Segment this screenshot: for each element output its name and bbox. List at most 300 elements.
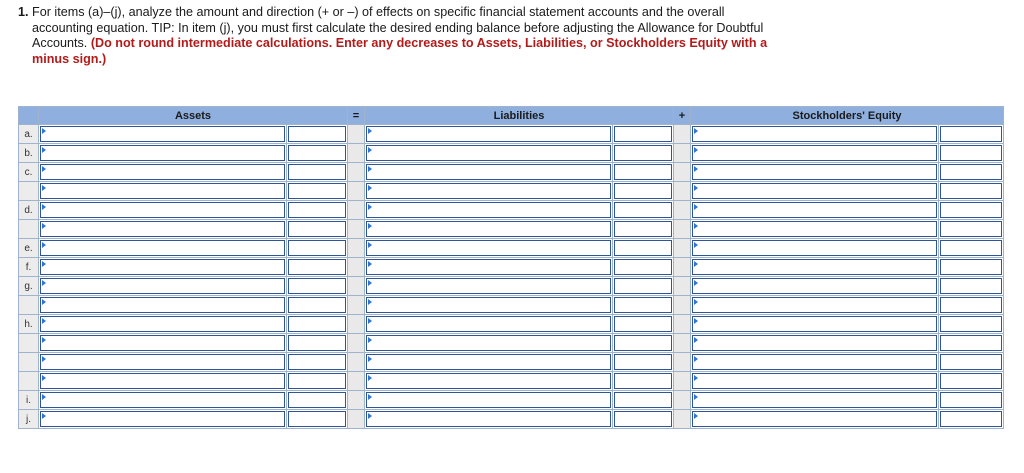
liabilities-amount-cell bbox=[613, 163, 674, 182]
assets-account-dropdown[interactable] bbox=[40, 411, 285, 427]
dropdown-marker-icon bbox=[694, 394, 698, 400]
equity-account-dropdown[interactable] bbox=[692, 259, 937, 275]
assets-amount-cell bbox=[287, 277, 348, 296]
operator-spacer bbox=[674, 353, 691, 372]
assets-amount-cell bbox=[287, 125, 348, 144]
equity-account-dropdown[interactable] bbox=[692, 183, 937, 199]
operator-spacer bbox=[348, 220, 365, 239]
table-row bbox=[19, 258, 1004, 277]
row-label: g. bbox=[19, 277, 39, 296]
instruction-note-end: minus sign.) bbox=[32, 51, 107, 66]
liabilities-account-dropdown[interactable] bbox=[366, 259, 611, 275]
liabilities-account-cell bbox=[365, 410, 613, 429]
operator-spacer bbox=[674, 277, 691, 296]
dropdown-marker-icon bbox=[368, 128, 372, 134]
row-label: c. bbox=[19, 163, 39, 182]
equity-account-cell bbox=[691, 353, 939, 372]
header-stockholders-equity: Stockholders' Equity bbox=[691, 107, 1004, 125]
assets-amount-cell bbox=[287, 163, 348, 182]
assets-account-cell bbox=[39, 353, 287, 372]
row-label: i. bbox=[19, 391, 39, 410]
dropdown-marker-icon bbox=[42, 166, 46, 172]
dropdown-marker-icon bbox=[368, 356, 372, 362]
liabilities-amount-input[interactable] bbox=[614, 145, 672, 161]
question-number: 1. bbox=[18, 5, 29, 19]
equity-account-dropdown[interactable] bbox=[692, 411, 937, 427]
equity-amount-cell bbox=[939, 315, 1004, 334]
liabilities-amount-input[interactable] bbox=[614, 354, 672, 370]
liabilities-account-cell bbox=[365, 315, 613, 334]
dropdown-marker-icon bbox=[368, 223, 372, 229]
operator-spacer bbox=[674, 372, 691, 391]
equity-amount-cell bbox=[939, 163, 1004, 182]
liabilities-account-dropdown[interactable] bbox=[366, 316, 611, 332]
equity-amount-input[interactable] bbox=[940, 202, 1002, 218]
liabilities-account-dropdown[interactable] bbox=[366, 202, 611, 218]
liabilities-account-cell bbox=[365, 372, 613, 391]
liabilities-amount-cell bbox=[613, 410, 674, 429]
assets-amount-cell bbox=[287, 410, 348, 429]
liabilities-amount-input[interactable] bbox=[614, 411, 672, 427]
assets-account-cell bbox=[39, 220, 287, 239]
assets-amount-input[interactable] bbox=[288, 392, 346, 408]
dropdown-marker-icon bbox=[368, 166, 372, 172]
equity-amount-input[interactable] bbox=[940, 145, 1002, 161]
dropdown-marker-icon bbox=[368, 413, 372, 419]
liabilities-amount-input[interactable] bbox=[614, 392, 672, 408]
operator-spacer bbox=[348, 258, 365, 277]
assets-account-dropdown[interactable] bbox=[40, 164, 285, 180]
table-row bbox=[19, 315, 1004, 334]
equity-amount-cell bbox=[939, 391, 1004, 410]
assets-amount-input[interactable] bbox=[288, 164, 346, 180]
assets-account-dropdown[interactable] bbox=[40, 278, 285, 294]
equity-account-dropdown[interactable] bbox=[692, 202, 937, 218]
liabilities-amount-input[interactable] bbox=[614, 259, 672, 275]
dropdown-marker-icon bbox=[368, 185, 372, 191]
liabilities-amount-input[interactable] bbox=[614, 164, 672, 180]
table-row bbox=[19, 182, 1004, 201]
liabilities-account-cell bbox=[365, 201, 613, 220]
assets-amount-input[interactable] bbox=[288, 373, 346, 389]
assets-account-dropdown[interactable] bbox=[40, 145, 285, 161]
assets-account-cell bbox=[39, 239, 287, 258]
dropdown-marker-icon bbox=[694, 299, 698, 305]
liabilities-account-dropdown[interactable] bbox=[366, 354, 611, 370]
table-row bbox=[19, 163, 1004, 182]
assets-account-cell bbox=[39, 372, 287, 391]
equity-amount-input[interactable] bbox=[940, 392, 1002, 408]
assets-account-dropdown[interactable] bbox=[40, 126, 285, 142]
header-liabilities: Liabilities bbox=[365, 107, 674, 125]
assets-amount-cell bbox=[287, 391, 348, 410]
dropdown-marker-icon bbox=[42, 147, 46, 153]
row-label bbox=[19, 353, 39, 372]
dropdown-marker-icon bbox=[368, 280, 372, 286]
liabilities-account-cell bbox=[365, 163, 613, 182]
assets-amount-input[interactable] bbox=[288, 240, 346, 256]
liabilities-amount-input[interactable] bbox=[614, 126, 672, 142]
equity-account-cell bbox=[691, 334, 939, 353]
table-row bbox=[19, 334, 1004, 353]
operator-spacer bbox=[674, 182, 691, 201]
liabilities-account-dropdown[interactable] bbox=[366, 373, 611, 389]
liabilities-amount-cell bbox=[613, 201, 674, 220]
assets-account-dropdown[interactable] bbox=[40, 240, 285, 256]
equity-account-dropdown[interactable] bbox=[692, 164, 937, 180]
assets-amount-input[interactable] bbox=[288, 316, 346, 332]
dropdown-marker-icon bbox=[368, 261, 372, 267]
dropdown-marker-icon bbox=[42, 413, 46, 419]
assets-account-dropdown[interactable] bbox=[40, 335, 285, 351]
liabilities-amount-input[interactable] bbox=[614, 297, 672, 313]
equity-amount-input[interactable] bbox=[940, 278, 1002, 294]
liabilities-amount-cell bbox=[613, 353, 674, 372]
operator-spacer bbox=[674, 315, 691, 334]
assets-amount-input[interactable] bbox=[288, 145, 346, 161]
dropdown-marker-icon bbox=[694, 413, 698, 419]
assets-account-dropdown[interactable] bbox=[40, 316, 285, 332]
equity-amount-cell bbox=[939, 125, 1004, 144]
operator-spacer bbox=[674, 144, 691, 163]
liabilities-amount-input[interactable] bbox=[614, 316, 672, 332]
equity-amount-input[interactable] bbox=[940, 126, 1002, 142]
dropdown-marker-icon bbox=[368, 242, 372, 248]
dropdown-marker-icon bbox=[694, 356, 698, 362]
table-row bbox=[19, 201, 1004, 220]
operator-spacer bbox=[348, 201, 365, 220]
equity-amount-cell bbox=[939, 296, 1004, 315]
row-label: j. bbox=[19, 410, 39, 429]
dropdown-marker-icon bbox=[694, 242, 698, 248]
equity-amount-input[interactable] bbox=[940, 221, 1002, 237]
assets-amount-cell bbox=[287, 144, 348, 163]
dropdown-marker-icon bbox=[694, 147, 698, 153]
dropdown-marker-icon bbox=[42, 337, 46, 343]
table-row bbox=[19, 391, 1004, 410]
dropdown-marker-icon bbox=[694, 261, 698, 267]
equity-account-dropdown[interactable] bbox=[692, 145, 937, 161]
row-label: d. bbox=[19, 201, 39, 220]
liabilities-amount-cell bbox=[613, 315, 674, 334]
assets-account-cell bbox=[39, 258, 287, 277]
instruction-note: (Do not round intermediate calculations. Enter any decreases to Assets, Liabilities, or Stockholders Equity with a bbox=[90, 36, 768, 51]
equity-amount-cell bbox=[939, 277, 1004, 296]
equity-amount-cell bbox=[939, 372, 1004, 391]
equity-account-dropdown[interactable] bbox=[692, 240, 937, 256]
table-body bbox=[19, 125, 1004, 429]
equity-account-dropdown[interactable] bbox=[692, 335, 937, 351]
assets-account-cell bbox=[39, 277, 287, 296]
operator-spacer bbox=[348, 334, 365, 353]
equity-account-cell bbox=[691, 277, 939, 296]
operator-spacer bbox=[348, 410, 365, 429]
assets-amount-cell bbox=[287, 182, 348, 201]
assets-amount-input[interactable] bbox=[288, 221, 346, 237]
equity-amount-input[interactable] bbox=[940, 354, 1002, 370]
equity-account-dropdown[interactable] bbox=[692, 392, 937, 408]
equity-account-cell bbox=[691, 258, 939, 277]
operator-spacer bbox=[674, 334, 691, 353]
equity-account-cell bbox=[691, 163, 939, 182]
equity-amount-input[interactable] bbox=[940, 259, 1002, 275]
equity-account-cell bbox=[691, 315, 939, 334]
assets-account-dropdown[interactable] bbox=[40, 297, 285, 313]
table-row bbox=[19, 220, 1004, 239]
operator-spacer bbox=[674, 239, 691, 258]
table-row bbox=[19, 144, 1004, 163]
equity-account-dropdown[interactable] bbox=[692, 221, 937, 237]
equity-account-cell bbox=[691, 410, 939, 429]
liabilities-account-cell bbox=[365, 277, 613, 296]
operator-spacer bbox=[674, 163, 691, 182]
assets-account-dropdown[interactable] bbox=[40, 354, 285, 370]
question-line-1: For items (a)–(j), analyze the amount and direction (+ or –) of effects on specific financial statement accounts and the overall bbox=[32, 5, 725, 19]
liabilities-account-dropdown[interactable] bbox=[366, 392, 611, 408]
liabilities-account-cell bbox=[365, 144, 613, 163]
operator-spacer bbox=[674, 410, 691, 429]
accounting-equation-table bbox=[18, 106, 1004, 429]
equity-amount-input[interactable] bbox=[940, 240, 1002, 256]
liabilities-account-dropdown[interactable] bbox=[366, 126, 611, 142]
liabilities-amount-cell bbox=[613, 334, 674, 353]
dropdown-marker-icon bbox=[42, 356, 46, 362]
assets-account-cell bbox=[39, 125, 287, 144]
dropdown-marker-icon bbox=[368, 375, 372, 381]
question-text bbox=[18, 5, 878, 67]
equity-account-cell bbox=[691, 182, 939, 201]
operator-spacer bbox=[674, 125, 691, 144]
assets-amount-input[interactable] bbox=[288, 259, 346, 275]
equity-account-dropdown[interactable] bbox=[692, 278, 937, 294]
assets-amount-input[interactable] bbox=[288, 335, 346, 351]
row-label bbox=[19, 372, 39, 391]
equity-amount-input[interactable] bbox=[940, 411, 1002, 427]
operator-spacer bbox=[348, 182, 365, 201]
liabilities-amount-cell bbox=[613, 144, 674, 163]
liabilities-amount-input[interactable] bbox=[614, 221, 672, 237]
equity-account-dropdown[interactable] bbox=[692, 354, 937, 370]
assets-account-cell bbox=[39, 144, 287, 163]
dropdown-marker-icon bbox=[694, 375, 698, 381]
dropdown-marker-icon bbox=[42, 299, 46, 305]
operator-spacer bbox=[674, 201, 691, 220]
liabilities-account-dropdown[interactable] bbox=[366, 297, 611, 313]
liabilities-account-cell bbox=[365, 239, 613, 258]
equity-account-dropdown[interactable] bbox=[692, 126, 937, 142]
liabilities-amount-input[interactable] bbox=[614, 240, 672, 256]
row-label bbox=[19, 334, 39, 353]
liabilities-amount-input[interactable] bbox=[614, 373, 672, 389]
equity-account-dropdown[interactable] bbox=[692, 373, 937, 389]
liabilities-account-cell bbox=[365, 220, 613, 239]
equity-amount-input[interactable] bbox=[940, 335, 1002, 351]
dropdown-marker-icon bbox=[368, 394, 372, 400]
table-row bbox=[19, 353, 1004, 372]
assets-account-cell bbox=[39, 334, 287, 353]
liabilities-amount-input[interactable] bbox=[614, 202, 672, 218]
dropdown-marker-icon bbox=[368, 318, 372, 324]
table-row bbox=[19, 277, 1004, 296]
operator-spacer bbox=[348, 239, 365, 258]
equity-amount-cell bbox=[939, 239, 1004, 258]
equity-amount-input[interactable] bbox=[940, 316, 1002, 332]
operator-spacer bbox=[348, 391, 365, 410]
table-row bbox=[19, 410, 1004, 429]
operator-spacer bbox=[348, 315, 365, 334]
operator-spacer bbox=[674, 258, 691, 277]
assets-amount-input[interactable] bbox=[288, 354, 346, 370]
assets-account-dropdown[interactable] bbox=[40, 221, 285, 237]
dropdown-marker-icon bbox=[694, 280, 698, 286]
liabilities-account-dropdown[interactable] bbox=[366, 145, 611, 161]
dropdown-marker-icon bbox=[42, 394, 46, 400]
dropdown-marker-icon bbox=[694, 166, 698, 172]
dropdown-marker-icon bbox=[694, 318, 698, 324]
dropdown-marker-icon bbox=[42, 223, 46, 229]
liabilities-amount-cell bbox=[613, 391, 674, 410]
liabilities-account-cell bbox=[365, 296, 613, 315]
assets-amount-cell bbox=[287, 220, 348, 239]
operator-spacer bbox=[348, 353, 365, 372]
assets-account-dropdown[interactable] bbox=[40, 183, 285, 199]
equity-account-cell bbox=[691, 391, 939, 410]
row-label bbox=[19, 182, 39, 201]
operator-spacer bbox=[348, 163, 365, 182]
header-equals-sign: = bbox=[348, 107, 365, 125]
assets-account-dropdown[interactable] bbox=[40, 202, 285, 218]
question-line-2: accounting equation. TIP: In item (j), you must first calculate the desired ending balance before adjusting the Allowance for Doubtful bbox=[32, 20, 764, 35]
assets-amount-cell bbox=[287, 296, 348, 315]
liabilities-amount-cell bbox=[613, 220, 674, 239]
assets-account-cell bbox=[39, 410, 287, 429]
dropdown-marker-icon bbox=[694, 128, 698, 134]
assets-account-dropdown[interactable] bbox=[40, 373, 285, 389]
operator-spacer bbox=[348, 372, 365, 391]
assets-amount-cell bbox=[287, 353, 348, 372]
row-label: b. bbox=[19, 144, 39, 163]
assets-amount-cell bbox=[287, 315, 348, 334]
equity-account-cell bbox=[691, 372, 939, 391]
liabilities-account-dropdown[interactable] bbox=[366, 278, 611, 294]
equity-amount-cell bbox=[939, 258, 1004, 277]
assets-amount-cell bbox=[287, 239, 348, 258]
dropdown-marker-icon bbox=[42, 128, 46, 134]
assets-amount-input[interactable] bbox=[288, 411, 346, 427]
liabilities-amount-cell bbox=[613, 372, 674, 391]
liabilities-account-cell bbox=[365, 258, 613, 277]
liabilities-amount-input[interactable] bbox=[614, 183, 672, 199]
header-assets: Assets bbox=[39, 107, 348, 125]
equity-amount-input[interactable] bbox=[940, 164, 1002, 180]
dropdown-marker-icon bbox=[694, 204, 698, 210]
equity-account-dropdown[interactable] bbox=[692, 316, 937, 332]
operator-spacer bbox=[348, 144, 365, 163]
table-row bbox=[19, 296, 1004, 315]
liabilities-account-dropdown[interactable] bbox=[366, 221, 611, 237]
equity-amount-cell bbox=[939, 334, 1004, 353]
table-row bbox=[19, 372, 1004, 391]
header-plus-sign: + bbox=[674, 107, 691, 125]
assets-amount-input[interactable] bbox=[288, 202, 346, 218]
assets-account-dropdown[interactable] bbox=[40, 392, 285, 408]
header-blank bbox=[19, 107, 39, 125]
equity-account-cell bbox=[691, 144, 939, 163]
row-label bbox=[19, 296, 39, 315]
row-label: e. bbox=[19, 239, 39, 258]
dropdown-marker-icon bbox=[694, 337, 698, 343]
liabilities-account-cell bbox=[365, 125, 613, 144]
operator-spacer bbox=[348, 125, 365, 144]
liabilities-account-cell bbox=[365, 182, 613, 201]
assets-account-dropdown[interactable] bbox=[40, 259, 285, 275]
liabilities-amount-cell bbox=[613, 296, 674, 315]
liabilities-account-cell bbox=[365, 391, 613, 410]
dropdown-marker-icon bbox=[368, 204, 372, 210]
assets-account-cell bbox=[39, 182, 287, 201]
equity-amount-cell bbox=[939, 353, 1004, 372]
table-row bbox=[19, 125, 1004, 144]
row-label: h. bbox=[19, 315, 39, 334]
dropdown-marker-icon bbox=[42, 375, 46, 381]
assets-amount-input[interactable] bbox=[288, 126, 346, 142]
equity-amount-input[interactable] bbox=[940, 183, 1002, 199]
assets-account-cell bbox=[39, 391, 287, 410]
row-label bbox=[19, 220, 39, 239]
equity-account-cell bbox=[691, 220, 939, 239]
question-line-3: Accounts. bbox=[32, 36, 91, 51]
assets-account-cell bbox=[39, 163, 287, 182]
dropdown-marker-icon bbox=[42, 261, 46, 267]
assets-amount-input[interactable] bbox=[288, 297, 346, 313]
assets-amount-input[interactable] bbox=[288, 278, 346, 294]
liabilities-amount-input[interactable] bbox=[614, 278, 672, 294]
assets-amount-cell bbox=[287, 334, 348, 353]
equity-amount-cell bbox=[939, 410, 1004, 429]
operator-spacer bbox=[348, 277, 365, 296]
dropdown-marker-icon bbox=[368, 299, 372, 305]
equity-account-cell bbox=[691, 201, 939, 220]
liabilities-amount-input[interactable] bbox=[614, 335, 672, 351]
operator-spacer bbox=[674, 296, 691, 315]
operator-spacer bbox=[674, 391, 691, 410]
equity-account-dropdown[interactable] bbox=[692, 297, 937, 313]
liabilities-account-dropdown[interactable] bbox=[366, 411, 611, 427]
liabilities-amount-cell bbox=[613, 182, 674, 201]
equity-account-cell bbox=[691, 296, 939, 315]
equity-account-cell bbox=[691, 239, 939, 258]
liabilities-account-dropdown[interactable] bbox=[366, 240, 611, 256]
liabilities-account-dropdown[interactable] bbox=[366, 335, 611, 351]
liabilities-account-dropdown[interactable] bbox=[366, 183, 611, 199]
equity-amount-input[interactable] bbox=[940, 297, 1002, 313]
dropdown-marker-icon bbox=[42, 318, 46, 324]
table-row bbox=[19, 239, 1004, 258]
dropdown-marker-icon bbox=[42, 185, 46, 191]
liabilities-amount-cell bbox=[613, 277, 674, 296]
liabilities-account-dropdown[interactable] bbox=[366, 164, 611, 180]
equity-amount-input[interactable] bbox=[940, 373, 1002, 389]
equity-amount-cell bbox=[939, 201, 1004, 220]
assets-amount-cell bbox=[287, 201, 348, 220]
assets-amount-input[interactable] bbox=[288, 183, 346, 199]
liabilities-amount-cell bbox=[613, 258, 674, 277]
dropdown-marker-icon bbox=[368, 147, 372, 153]
operator-spacer bbox=[348, 296, 365, 315]
liabilities-amount-cell bbox=[613, 239, 674, 258]
assets-account-cell bbox=[39, 296, 287, 315]
assets-account-cell bbox=[39, 315, 287, 334]
